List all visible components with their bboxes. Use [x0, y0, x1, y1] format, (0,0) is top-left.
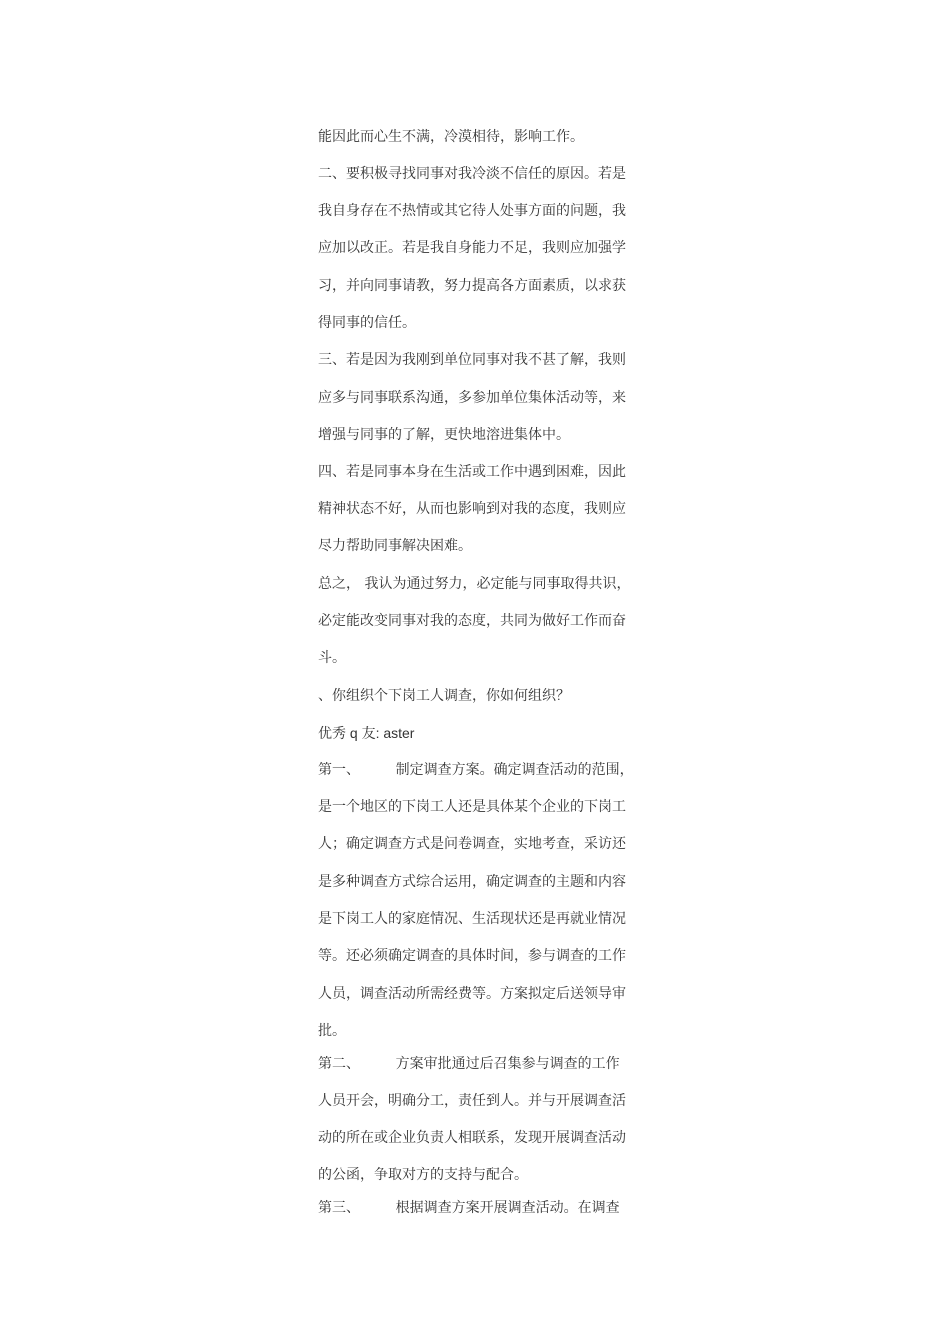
text-line: 等。还必须确定调查的具体时间，参与调查的工作: [318, 948, 626, 964]
text-line: 能因此而心生不满，冷漠相待，影响工作。: [318, 129, 584, 145]
text-line: 应加以改正。若是我自身能力不足，我则应加强学: [318, 240, 626, 256]
text-line: 斗。: [318, 650, 346, 666]
text-line: 第二、 方案审批通过后召集参与调查的工作: [318, 1056, 620, 1072]
text-line: 四、若是同事本身在生活或工作中遇到困难，因此: [318, 464, 626, 480]
text-line: 人员，调查活动所需经费等。方案拟定后送领导审: [318, 986, 626, 1002]
text-line: 人员开会，明确分工，责任到人。并与开展调查活: [318, 1093, 626, 1109]
text-line: 总之， 我认为通过努力，必定能与同事取得共识，: [318, 576, 631, 592]
text-line: 我自身存在不热情或其它待人处事方面的问题，我: [318, 203, 626, 219]
text-line: 人；确定调查方式是问卷调查，实地考查，采访还: [318, 836, 626, 852]
text-line: 批。: [318, 1023, 346, 1039]
text-line: 是下岗工人的家庭情况、生活现状还是再就业情况: [318, 911, 626, 927]
text-line: 第三、 根据调查方案开展调查活动。在调查: [318, 1200, 620, 1216]
text-line: 增强与同事的了解，更快地溶进集体中。: [318, 427, 570, 443]
text-line: 得同事的信任。: [318, 315, 416, 331]
text-line: 是一个地区的下岗工人还是具体某个企业的下岗工: [318, 799, 626, 815]
text-line: 尽力帮助同事解决困难。: [318, 538, 472, 554]
text-line: 动的所在或企业负责人相联系，发现开展调查活动: [318, 1130, 626, 1146]
text-line: 三、若是因为我刚到单位同事对我不甚了解，我则: [318, 352, 626, 368]
text-line: 习，并向同事请教，努力提高各方面素质，以求获: [318, 278, 626, 294]
answer-author: 优秀 q 友: aster: [318, 725, 415, 741]
text-line: 二、要积极寻找同事对我冷淡不信任的原因。若是: [318, 166, 626, 182]
text-line: 是多种调查方式综合运用，确定调查的主题和内容: [318, 874, 626, 890]
question-heading: 、你组织个下岗工人调查，你如何组织？: [318, 688, 570, 704]
text-line: 精神状态不好，从而也影响到对我的态度，我则应: [318, 501, 626, 517]
text-line: 的公函，争取对方的支持与配合。: [318, 1167, 528, 1183]
text-line: 应多与同事联系沟通，多参加单位集体活动等，来: [318, 390, 626, 406]
text-line: 第一、 制定调查方案。确定调查活动的范围，: [318, 762, 634, 778]
text-line: 必定能改变同事对我的态度，共同为做好工作而奋: [318, 613, 626, 629]
